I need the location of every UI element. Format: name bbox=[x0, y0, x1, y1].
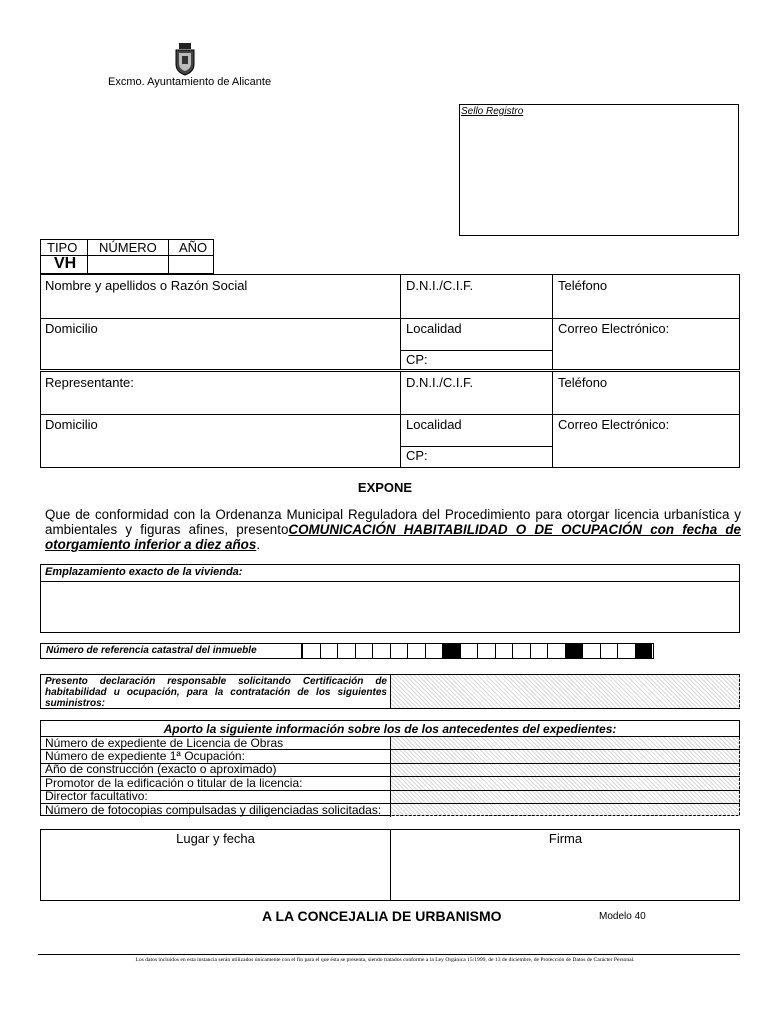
applicant-locality-field[interactable]: Localidad bbox=[406, 321, 462, 336]
tipo-label: TIPO bbox=[47, 240, 78, 255]
cadastral-digit-cell[interactable] bbox=[425, 644, 443, 658]
representative-cp-field[interactable]: CP: bbox=[406, 448, 428, 463]
cadastral-digit-cell[interactable] bbox=[477, 644, 495, 658]
tipo-value: VH bbox=[54, 255, 77, 272]
cadastral-digit-cell[interactable] bbox=[547, 644, 565, 658]
antecedent-label: Promotor de la edificación o titular de la licencia: bbox=[45, 775, 303, 790]
cadastral-digit-cell[interactable] bbox=[460, 644, 478, 658]
applicant-address-field[interactable]: Domicilio bbox=[45, 321, 98, 336]
expone-body-end: . bbox=[256, 537, 261, 552]
cadastral-digit-cell[interactable] bbox=[372, 644, 390, 658]
stamp-label: Sello Registro bbox=[461, 106, 524, 117]
cadastral-label-box bbox=[40, 643, 302, 659]
antecedent-label: Número de fotocopias compulsadas y diligenciadas solicitadas: bbox=[45, 802, 382, 817]
antecedent-label: Año de construcción (exacto o aproximado) bbox=[45, 762, 277, 777]
location-field[interactable] bbox=[41, 582, 739, 633]
cadastral-digit-cell[interactable] bbox=[617, 644, 635, 658]
antecedent-field[interactable] bbox=[391, 750, 740, 762]
cadastral-digit-cell[interactable] bbox=[337, 644, 355, 658]
cadastral-separator-cell bbox=[565, 644, 583, 658]
declaration-field[interactable] bbox=[391, 675, 740, 708]
antecedent-label: Número de expediente 1ª Ocupación: bbox=[45, 748, 245, 763]
addressee: A LA CONCEJALIA DE URBANISMO bbox=[262, 908, 502, 924]
expone-body-text: Que de conformidad con la Ordenanza Municipal Reguladora del Procedimiento para otorgar licencia urbanística y ambientales y figuras afines, presento bbox=[45, 507, 741, 537]
applicant-cp-field[interactable]: CP: bbox=[406, 352, 428, 367]
antecedents-block bbox=[40, 720, 740, 816]
antecedent-field[interactable] bbox=[391, 777, 740, 789]
cadastral-digit-cell[interactable] bbox=[390, 644, 408, 658]
anio-field[interactable] bbox=[169, 256, 214, 274]
expone-body bbox=[45, 507, 741, 552]
antecedent-field[interactable] bbox=[391, 737, 740, 749]
cadastral-digit-cell[interactable] bbox=[407, 644, 425, 658]
numero-field[interactable] bbox=[88, 256, 168, 274]
representative-name-field[interactable]: Representante: bbox=[45, 375, 134, 390]
legal-notice: Los datos incluidos en esta instancia serán utilizados únicamente con el fin para el que ésta se presenta, siendo tratados conforme a la Ley Orgánica 15/1999, de 13 de diciembre, de Protección de Datos de Carácter Personal. bbox=[135, 957, 635, 963]
cadastral-digit-cell[interactable] bbox=[302, 644, 320, 658]
cadastral-separator-cell bbox=[442, 644, 460, 658]
applicant-name-field[interactable]: Nombre y apellidos o Razón Social bbox=[45, 278, 248, 293]
expone-highlight: COMUNICACIÓN HABITABILIDAD O DE OCUPACIÓN con fecha de otorgamiento inferior a diez años bbox=[45, 522, 741, 552]
place-date-field[interactable] bbox=[41, 848, 390, 901]
coat-of-arms-logo bbox=[173, 42, 197, 76]
applicant-block bbox=[40, 274, 740, 370]
antecedent-field[interactable] bbox=[391, 791, 740, 803]
signature-field[interactable] bbox=[391, 848, 740, 901]
signature-label: Firma bbox=[548, 831, 583, 846]
cadastral-label: Número de referencia catastral del inmueble bbox=[46, 645, 257, 656]
cadastral-reference-grid[interactable] bbox=[302, 643, 654, 659]
model-number: Modelo 40 bbox=[599, 911, 646, 922]
numero-label: NÚMERO bbox=[99, 240, 157, 255]
institution-name: Excmo. Ayuntamiento de Alicante bbox=[108, 76, 272, 88]
antecedent-field[interactable] bbox=[391, 764, 740, 776]
antecedent-label: Número de expediente de Licencia de Obras bbox=[45, 735, 284, 750]
tipo-table bbox=[40, 239, 214, 274]
cadastral-digit-cell[interactable] bbox=[512, 644, 530, 658]
declaration-text: Presento declaración responsable solicitando Certificación de habitabilidad u ocupación, para la contratación de los siguientes suministros: bbox=[45, 676, 387, 709]
antecedent-label: Director facultativo: bbox=[45, 789, 148, 804]
cadastral-separator-cell bbox=[635, 644, 653, 658]
representative-block bbox=[40, 371, 740, 468]
cadastral-digit-cell[interactable] bbox=[530, 644, 548, 658]
representative-dni-field[interactable]: D.N.I./C.I.F. bbox=[406, 375, 474, 390]
representative-phone-field[interactable]: Teléfono bbox=[558, 375, 608, 390]
signature-block bbox=[40, 829, 740, 901]
location-block bbox=[40, 564, 740, 633]
expone-heading: EXPONE bbox=[357, 480, 413, 495]
cadastral-digit-cell[interactable] bbox=[600, 644, 618, 658]
footer-divider bbox=[38, 954, 740, 955]
applicant-phone-field[interactable]: Teléfono bbox=[558, 278, 608, 293]
cadastral-digit-cell[interactable] bbox=[495, 644, 513, 658]
cadastral-digit-cell[interactable] bbox=[320, 644, 338, 658]
representative-address-field[interactable]: Domicilio bbox=[45, 417, 98, 432]
stamp-box bbox=[459, 104, 739, 236]
representative-email-field[interactable]: Correo Electrónico: bbox=[558, 417, 670, 432]
place-date-label: Lugar y fecha bbox=[176, 831, 255, 846]
antecedent-field[interactable] bbox=[391, 804, 740, 816]
declaration-block bbox=[40, 674, 740, 709]
applicant-dni-field[interactable]: D.N.I./C.I.F. bbox=[406, 278, 474, 293]
location-label: Emplazamiento exacto de la vivienda: bbox=[45, 566, 243, 578]
cadastral-digit-cell[interactable] bbox=[355, 644, 373, 658]
applicant-email-field[interactable]: Correo Electrónico: bbox=[558, 321, 670, 336]
anio-label: AÑO bbox=[179, 240, 208, 255]
cadastral-digit-cell[interactable] bbox=[582, 644, 600, 658]
representative-locality-field[interactable]: Localidad bbox=[406, 417, 462, 432]
antecedents-heading: Aporto la siguiente información sobre los de los antecedentes del expedientes: bbox=[163, 722, 617, 736]
